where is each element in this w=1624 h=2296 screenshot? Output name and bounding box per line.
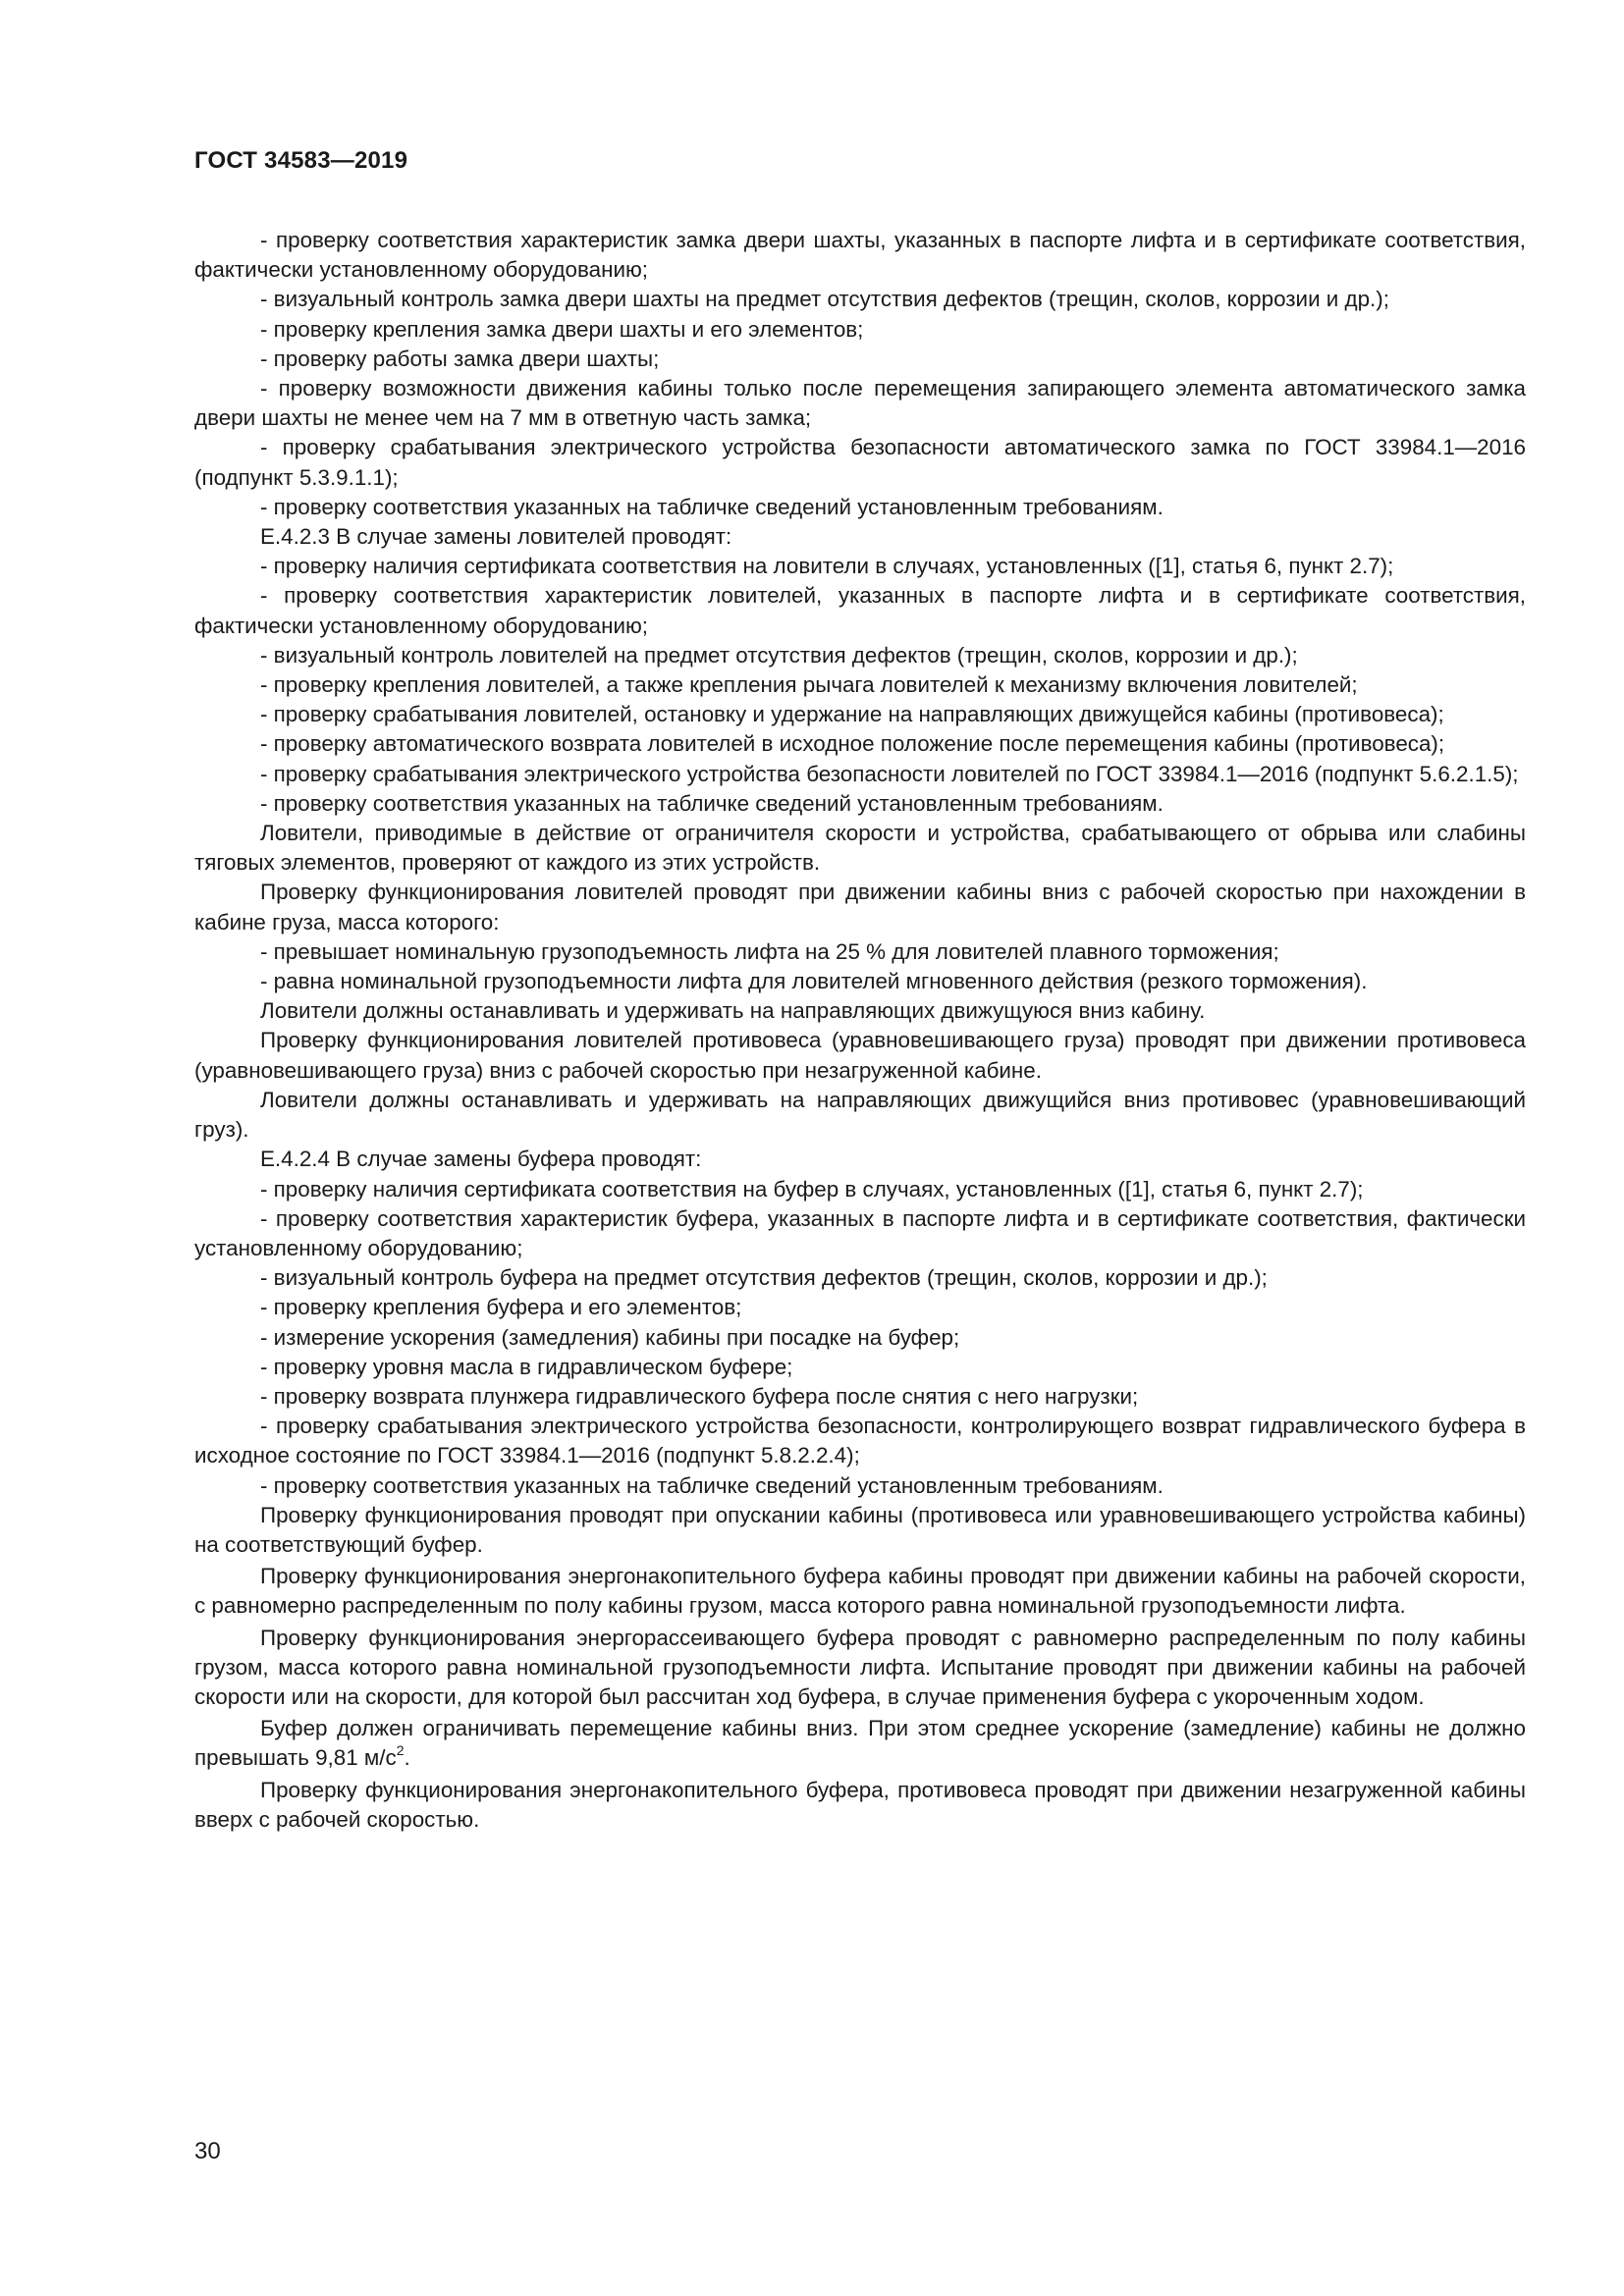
- paragraph: - проверку крепления буфера и его элементов;: [260, 1295, 742, 1320]
- paragraph: Проверку функционирования энергонакопительного буфера, противовеса проводят при движении незагруженной кабины вверх с рабочей скоростью.: [194, 1777, 1526, 1832]
- paragraph: - проверку возврата плунжера гидравлического буфера после снятия с него нагрузки;: [260, 1383, 1139, 1409]
- paragraph: - превышает номинальную грузоподъемность лифта на 25 % для ловителей плавного торможения;: [260, 938, 1279, 964]
- paragraph: Проверку функционирования ловителей проводят при движении кабины вниз с рабочей скоростью при нахождении в кабине груза, масса которого:: [194, 880, 1526, 934]
- paragraph: - проверку автоматического возврата ловителей в исходное положение после перемещения кабины (противовеса);: [260, 731, 1445, 757]
- paragraph: - проверку срабатывания электрического устройства безопасности автоматического замка по ГОСТ 33984.1—2016 (подпункт 5.3.9.1.1);: [194, 435, 1526, 490]
- acceleration-text: Буфер должен ограничивать перемещение кабины вниз. При этом среднее ускорение (замедление) кабины не должно превышать 9,81 м/с: [194, 1716, 1526, 1771]
- paragraph: Проверку функционирования проводят при опускании кабины (противовеса или уравновешивающего устройства кабины) на соответствующий буфер.: [194, 1502, 1526, 1557]
- paragraph: - визуальный контроль замка двери шахты на предмет отсутствия дефектов (трещин, сколов, коррозии и др.);: [260, 287, 1389, 312]
- page-number: 30: [194, 2138, 221, 2164]
- superscript: 2: [396, 1742, 405, 1759]
- paragraph: - проверку соответствия указанных на табличке сведений установленным требованиям.: [260, 790, 1164, 816]
- paragraph: Е.4.2.3 В случае замены ловителей проводят:: [260, 524, 732, 550]
- paragraph: Проверку функционирования ловителей противовеса (уравновешивающего груза) проводят при движении противовеса (уравновешивающего груза) вниз с рабочей скоростью при незагруженной кабине.: [194, 1028, 1526, 1083]
- paragraph: - проверку соответствия характеристик ловителей, указанных в паспорте лифта и в сертификате соответствия, фактически установленному оборудованию;: [194, 583, 1526, 638]
- acceleration-end: .: [404, 1745, 410, 1771]
- paragraph: Проверку функционирования энергонакопительного буфера кабины проводят при движении кабины на рабочей скорости, с равномерно распределенным по полу кабины грузом, масса которого равна номинальной грузоподъемности лифта.: [194, 1564, 1526, 1619]
- document-body: [194, 226, 1526, 1835]
- paragraph: - проверку наличия сертификата соответствия на буфер в случаях, установленных ([1], статья 6, пункт 2.7);: [260, 1176, 1364, 1201]
- paragraph: - проверку срабатывания электрического устройства безопасности ловителей по ГОСТ 33984.1—2016 (подпункт 5.6.2.1.5);: [260, 761, 1519, 786]
- paragraph: - проверку возможности движения кабины только после перемещения запирающего элемента автоматического замка двери шахты не менее чем на 7 мм в ответную часть замка;: [194, 376, 1526, 431]
- paragraph: - измерение ускорения (замедления) кабины при посадке на буфер;: [260, 1324, 960, 1350]
- paragraph: - проверку соответствия характеристик буфера, указанных в паспорте лифта и в сертификате соответствия, фактически установленному оборудованию;: [194, 1205, 1526, 1260]
- paragraph: Ловители должны останавливать и удерживать на направляющих движущуюся вниз кабину.: [260, 998, 1206, 1024]
- paragraph: - проверку уровня масла в гидравлическом буфере;: [260, 1354, 793, 1379]
- paragraph: - проверку срабатывания электрического устройства безопасности, контролирующего возврат гидравлического буфера в исходное состояние по ГОСТ 33984.1—2016 (подпункт 5.8.2.2.4);: [194, 1414, 1526, 1468]
- paragraph: Проверку функционирования энергорассеивающего буфера проводят с равномерно распределенным по полу кабины грузом, масса которого равна номинальной грузоподъемности лифта. Испытание проводят при движении кабины на рабочей скорости или на скорости, для которой был рассчитан ход буфера, в случае применения буфера с укороченным ходом.: [194, 1625, 1526, 1709]
- paragraph: Е.4.2.4 В случае замены буфера проводят:: [260, 1147, 702, 1172]
- paragraph: - проверку работы замка двери шахты;: [260, 346, 660, 371]
- paragraph: - визуальный контроль ловителей на предмет отсутствия дефектов (трещин, сколов, коррозии и др.);: [260, 642, 1298, 667]
- paragraph: Ловители должны останавливать и удерживать на направляющих движущийся вниз противовес (уравновешивающий груз).: [194, 1087, 1526, 1143]
- paragraph: - проверку срабатывания ловителей, остановку и удержание на направляющих движущейся кабины (противовеса);: [260, 702, 1444, 727]
- paragraph: - визуальный контроль буфера на предмет отсутствия дефектов (трещин, сколов, коррозии и др.);: [260, 1265, 1268, 1291]
- paragraph: - равна номинальной грузоподъемности лифта для ловителей мгновенного действия (резкого торможения).: [260, 969, 1368, 994]
- paragraph: - проверку соответствия указанных на табличке сведений установленным требованиям.: [260, 1472, 1164, 1498]
- paragraph: - проверку крепления ловителей, а также крепления рычага ловителей к механизму включения ловителей;: [260, 672, 1358, 698]
- paragraph: - проверку соответствия характеристик замка двери шахты, указанных в паспорте лифта и в сертификате соответствия, фактически установленному оборудованию;: [194, 228, 1526, 283]
- paragraph: - проверку соответствия указанных на табличке сведений установленным требованиям.: [260, 494, 1164, 519]
- paragraph: - проверку крепления замка двери шахты и его элементов;: [260, 316, 864, 342]
- paragraph: Ловители, приводимые в действие от ограничителя скорости и устройства, срабатывающего от обрыва или слабины тяговых элементов, проверяют от каждого из этих устройств.: [194, 821, 1526, 876]
- paragraph: - проверку наличия сертификата соответствия на ловители в случаях, установленных ([1], статья 6, пункт 2.7);: [260, 554, 1394, 579]
- document-header: ГОСТ 34583—2019: [194, 147, 408, 174]
- paragraph-acceleration: [194, 1714, 1526, 1773]
